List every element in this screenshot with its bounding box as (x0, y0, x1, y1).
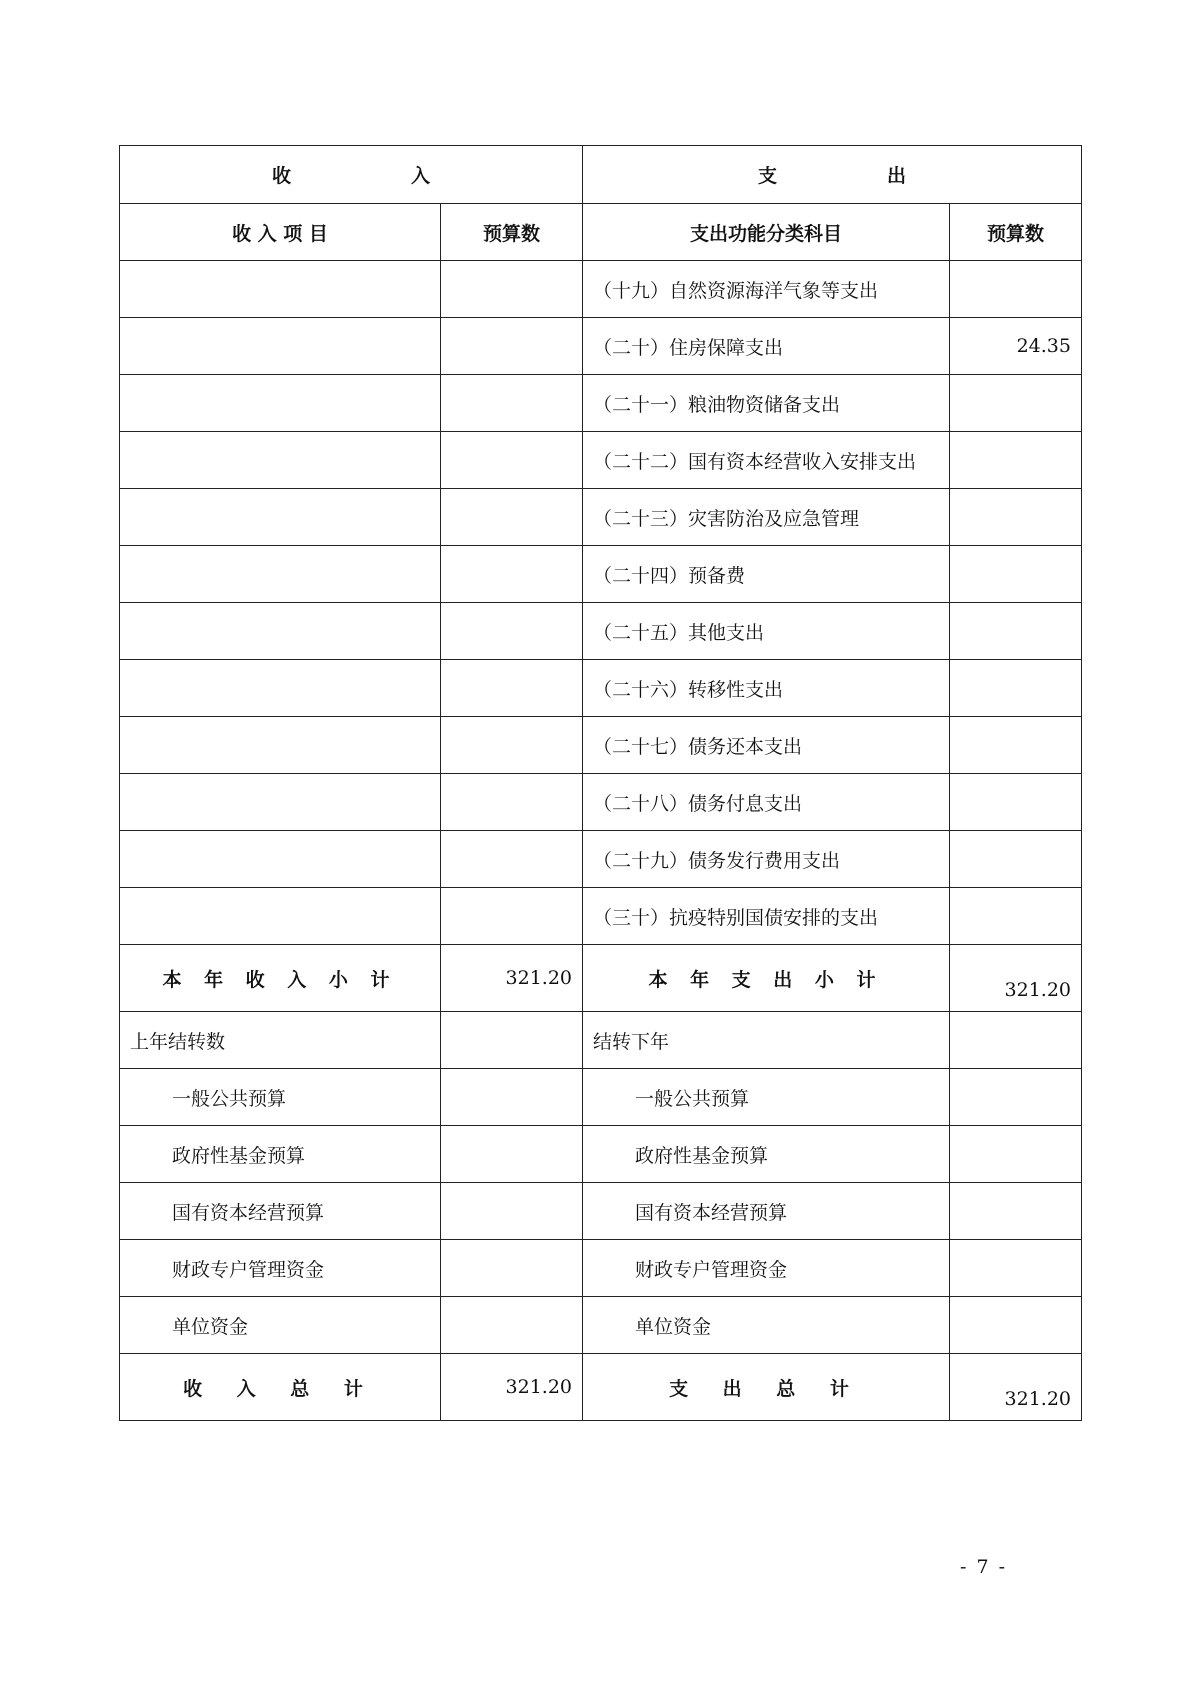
income-item-cell (120, 717, 441, 774)
expense-carry-over-item: 国有资本经营预算 (583, 1183, 950, 1240)
income-budget-cell (441, 603, 583, 660)
total-row (120, 1354, 1082, 1421)
expense-carry-over-item: 财政专户管理资金 (583, 1240, 950, 1297)
income-item-cell (120, 603, 441, 660)
expense-budget-value (950, 546, 1082, 603)
income-total-value: 321.20 (441, 1354, 583, 1421)
income-carry-over-item-value (441, 1240, 583, 1297)
carry-over-item-row (120, 1126, 1082, 1183)
expense-item-label: （二十一）粮油物资储备支出 (583, 375, 950, 432)
income-item-cell (120, 489, 441, 546)
income-budget-cell (441, 261, 583, 318)
income-section-char-2: 入 (411, 165, 431, 187)
expense-carry-over-item-value (950, 1183, 1082, 1240)
expense-row (120, 432, 1082, 489)
income-carry-over-value (441, 1012, 583, 1069)
expense-item-label: （二十三）灾害防治及应急管理 (583, 489, 950, 546)
expense-row (120, 318, 1082, 375)
income-carry-over-item-value (441, 1126, 583, 1183)
budget-table (119, 145, 1082, 1421)
expense-item-label: （二十七）债务还本支出 (583, 717, 950, 774)
expense-budget-value (950, 375, 1082, 432)
income-carry-over-label: 上年结转数 (120, 1012, 441, 1069)
expense-subtotal-label: 本 年 支 出 小 计 (583, 945, 950, 1012)
income-section-header (120, 146, 583, 204)
expense-carry-over-item-value (950, 1126, 1082, 1183)
income-section-char-1: 收 (271, 165, 291, 187)
expense-budget-value (950, 717, 1082, 774)
carry-over-row (120, 1012, 1082, 1069)
income-carry-over-item: 单位资金 (120, 1297, 441, 1354)
expense-budget-value (950, 261, 1082, 318)
expense-row (120, 603, 1082, 660)
income-item-cell (120, 774, 441, 831)
income-subtotal-label: 本 年 收 入 小 计 (120, 945, 441, 1012)
expense-row (120, 717, 1082, 774)
col-header-expense-item: 支出功能分类科目 (583, 204, 950, 261)
expense-carry-over-item: 单位资金 (583, 1297, 950, 1354)
income-item-cell (120, 261, 441, 318)
expense-total-value: 321.20 (950, 1354, 1082, 1421)
expense-carry-over-item-value (950, 1069, 1082, 1126)
income-item-cell (120, 318, 441, 375)
income-budget-cell (441, 660, 583, 717)
expense-item-label: （二十二）国有资本经营收入安排支出 (583, 432, 950, 489)
expense-section-char-1: 支 (757, 165, 777, 187)
income-carry-over-item: 政府性基金预算 (120, 1126, 441, 1183)
expense-section-header (583, 146, 1082, 204)
expense-subtotal-value: 321.20 (950, 945, 1082, 1012)
expense-carry-over-value (950, 1012, 1082, 1069)
income-budget-cell (441, 318, 583, 375)
expense-carry-over-item: 一般公共预算 (583, 1069, 950, 1126)
income-budget-cell (441, 717, 583, 774)
income-carry-over-item: 财政专户管理资金 (120, 1240, 441, 1297)
income-item-cell (120, 660, 441, 717)
expense-budget-value (950, 774, 1082, 831)
expense-item-label: （十九）自然资源海洋气象等支出 (583, 261, 950, 318)
income-carry-over-item: 国有资本经营预算 (120, 1183, 441, 1240)
expense-item-label: （二十）住房保障支出 (583, 318, 950, 375)
expense-carry-over-item-value (950, 1297, 1082, 1354)
income-item-cell (120, 432, 441, 489)
expense-total-label: 支 出 总 计 (583, 1354, 950, 1421)
col-header-income-item: 收 入 项 目 (120, 204, 441, 261)
income-budget-cell (441, 888, 583, 945)
expense-budget-value (950, 660, 1082, 717)
expense-row (120, 774, 1082, 831)
expense-row (120, 489, 1082, 546)
income-budget-cell (441, 489, 583, 546)
carry-over-item-row (120, 1240, 1082, 1297)
expense-budget-value (950, 888, 1082, 945)
income-budget-cell (441, 831, 583, 888)
income-carry-over-item-value (441, 1297, 583, 1354)
budget-table-body (120, 146, 1082, 1421)
income-carry-over-item: 一般公共预算 (120, 1069, 441, 1126)
income-total-label: 收 入 总 计 (120, 1354, 441, 1421)
subtotal-row (120, 945, 1082, 1012)
column-header-row (120, 204, 1082, 261)
income-budget-cell (441, 546, 583, 603)
expense-budget-value (950, 603, 1082, 660)
expense-budget-value: 24.35 (950, 318, 1082, 375)
income-budget-cell (441, 375, 583, 432)
income-item-cell (120, 546, 441, 603)
expense-row (120, 261, 1082, 318)
expense-item-label: （二十六）转移性支出 (583, 660, 950, 717)
carry-over-item-row (120, 1297, 1082, 1354)
expense-row (120, 546, 1082, 603)
expense-item-label: （二十八）债务付息支出 (583, 774, 950, 831)
expense-row (120, 888, 1082, 945)
expense-row (120, 660, 1082, 717)
expense-item-label: （二十四）预备费 (583, 546, 950, 603)
col-header-expense-budget: 预算数 (950, 204, 1082, 261)
col-header-income-budget: 预算数 (441, 204, 583, 261)
expense-budget-value (950, 831, 1082, 888)
income-item-cell (120, 375, 441, 432)
income-carry-over-item-value (441, 1183, 583, 1240)
expense-budget-value (950, 432, 1082, 489)
income-budget-cell (441, 432, 583, 489)
expense-carry-over-item-value (950, 1240, 1082, 1297)
page-number: - 7 - (960, 1556, 1008, 1578)
section-header-row (120, 146, 1082, 204)
income-item-cell (120, 888, 441, 945)
income-carry-over-item-value (441, 1069, 583, 1126)
carry-over-item-row (120, 1183, 1082, 1240)
expense-budget-value (950, 489, 1082, 546)
income-item-cell (120, 831, 441, 888)
expense-carry-over-label: 结转下年 (583, 1012, 950, 1069)
income-budget-cell (441, 774, 583, 831)
expense-section-char-2: 出 (887, 165, 907, 187)
expense-item-label: （三十）抗疫特别国债安排的支出 (583, 888, 950, 945)
income-subtotal-value: 321.20 (441, 945, 583, 1012)
expense-item-label: （二十九）债务发行费用支出 (583, 831, 950, 888)
expense-item-label: （二十五）其他支出 (583, 603, 950, 660)
expense-row (120, 831, 1082, 888)
expense-row (120, 375, 1082, 432)
expense-carry-over-item: 政府性基金预算 (583, 1126, 950, 1183)
carry-over-item-row (120, 1069, 1082, 1126)
